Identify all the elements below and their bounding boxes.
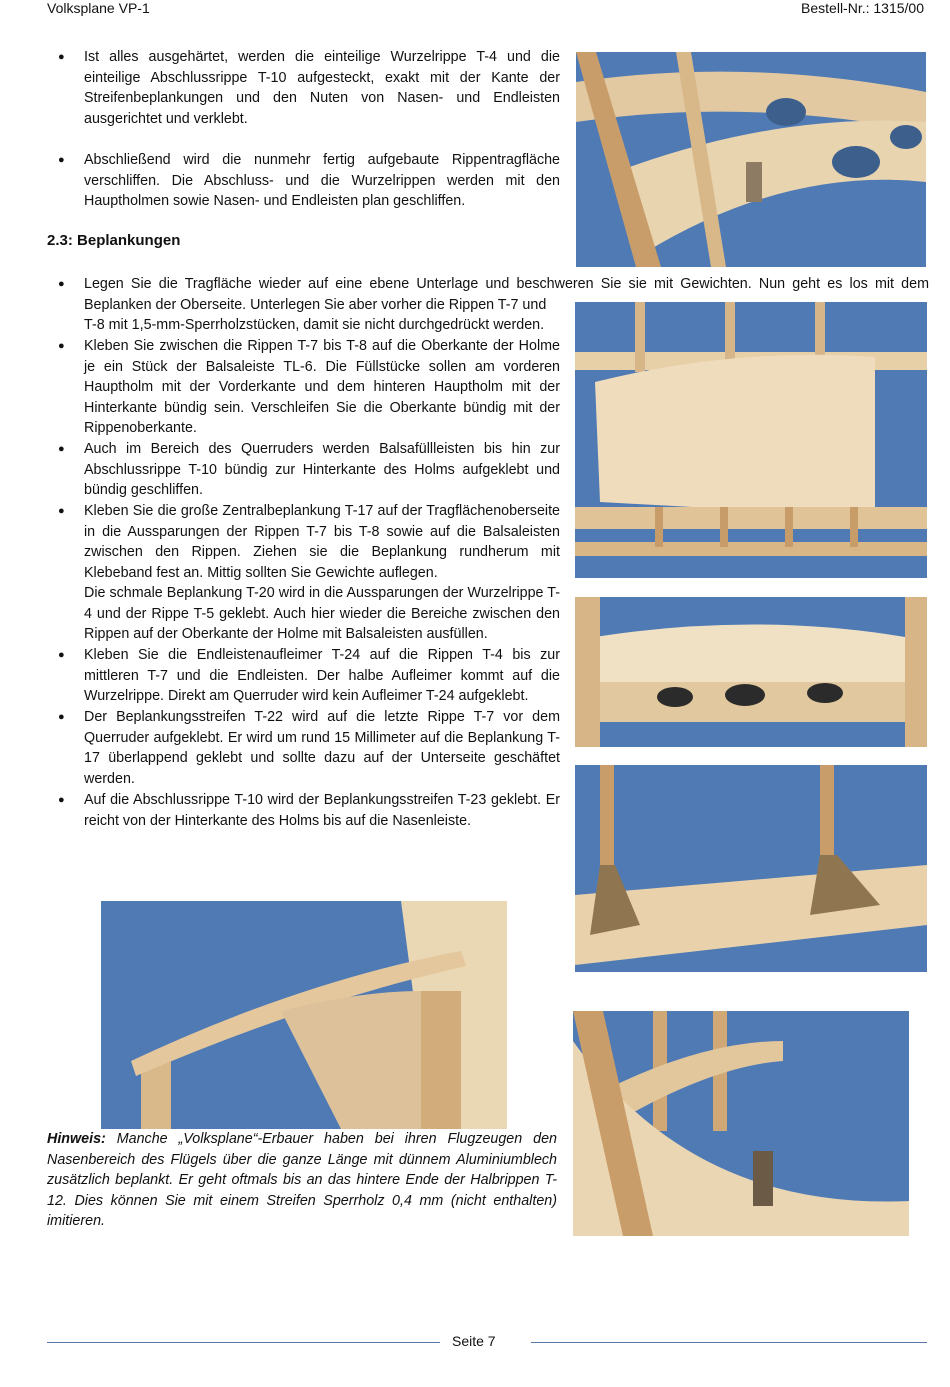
paragraph: Auch im Bereich des Querruders werden Balsafüllleisten bis hin zur Abschlussrippe T-10 bündig zur Hinterkante des Holms aufgeklebt und bündig geschliffen. [84,441,560,499]
bullet-icon: ● [58,443,65,455]
bullet-icon: ● [58,340,65,352]
bullet-icon: ● [58,711,65,723]
paragraph: Kleben Sie zwischen die Rippen T-7 bis T-8 auf die Oberkante der Holme je ein Stück der Balsaleiste TL-6. Die Füllstücke sollen am vorderen Hauptholm mit der Vorderkante und dem hinteren Hauptholm mit der Hinterkante bündig sein. Verschleifen Sie die Oberkante bündig mit der Rippenoberkante. [84,338,560,437]
note-paragraph [47,1129,557,1232]
section-heading: 2.3: Beplankungen [47,232,181,249]
footer-line-left [47,1342,440,1343]
paragraph: Ist alles ausgehärtet, werden die einteilige Wurzelrippe T-4 und die einteilige Abschlussrippe T-10 aufgesteckt, exakt mit der Kante der Streifenbeplankungen und den Nuten von Nasen- und Endleisten ausgerichtet und verklebt. [84,49,560,127]
note-text: Manche „Volksplane“-Erbauer haben bei ihren Flugzeugen den Nasenbereich des Flügels über die ganze Länge mit dünnem Aluminiumblech zusätzlich beplankt. Er geht oftmals bis an das hintere Ende der Halbrippen T-12. Dies können Sie mit einem Streifen Sperrholz 0,4 mm (nicht enthalten) imitieren. [47,1131,557,1230]
bullet-icon: ● [58,794,65,806]
bullet-icon: ● [58,51,65,63]
paragraph: Kleben Sie die Endleistenaufleimer T-24 auf die Rippen T-4 bis zur mittleren T-7 und die Endleisten. Der halbe Aufleimer kommt auf die Wurzelrippe. Direkt am Querruder wird kein Aufleimer T-24 aufgeklebt. [84,647,560,705]
bullet-icon: ● [58,154,65,166]
photo-wing-ribs-top [576,52,926,267]
paragraph: Auf die Abschlussrippe T-10 wird der Beplankungsstreifen T-23 geklebt. Er reicht von der Hinterkante des Holms bis auf die Nasenleiste. [84,792,560,829]
order-number: Bestell-Nr.: 1315/00 [801,0,924,16]
bullet-icon: ● [58,278,65,290]
paragraph: Die schmale Beplankung T-20 wird in die Aussparungen der Wurzelrippe T-4 und der Rippe T-5 geklebt. Auch hier wieder die Bereiche zwischen den Rippen auf der Oberkante der Holme mit Balsaleisten ausfüllen. [84,585,560,643]
page-number: Seite 7 [452,1333,496,1349]
bullet-icon: ● [58,649,65,661]
paragraph: Abschließend wird die nunmehr fertig aufgebaute Rippentragfläche verschliffen. Die Abschluss- und die Wurzelrippen werden mit den Hauptholmen sowie Nasen- und Endleisten plan geschliffen. [84,152,560,210]
paragraph: Der Beplankungsstreifen T-22 wird auf die letzte Rippe T-7 vor dem Querruder aufgeklebt. Er wird um rund 15 Millimeter auf die Beplankung T-17 überlappend geklebt und sollte dazu auf der Unterseite geschäftet werden. [84,709,560,787]
paragraph: Kleben Sie die große Zentralbeplankung T-17 auf der Tragflächenoberseite in die Aussparungen der Rippen T-7 bis T-8 sowie auf die Balsaleisten zwischen den Rippen. Ziehen sie die Beplankung rundherum mit Klebeband fest an. Mittig sollten Sie Gewichte auflegen. [84,503,560,581]
photo-wing-tip [573,1011,909,1236]
text-line: Beplanken der Oberseite. Unterlegen Sie aber vorher die Rippen T-7 und [84,296,547,313]
photo-trailing-edge-caps [575,765,927,972]
text-line: T-8 mit 1,5-mm-Sperrholzstücken, damit sie nicht durchgedrückt werden. [84,317,545,334]
bullet-icon: ● [58,505,65,517]
photo-center-sheeting [575,302,927,578]
photo-sheeting-strip [101,901,507,1129]
note-label: Hinweis: [47,1131,106,1147]
document-title: Volksplane VP-1 [47,0,150,16]
text-line: Legen Sie die Tragfläche wieder auf eine ebene Unterlage und beschweren Sie sie mit Gewichten. Nun geht es los mit dem [84,276,929,292]
photo-leading-edge-sheeting [575,597,927,747]
footer-line-right [531,1342,927,1343]
